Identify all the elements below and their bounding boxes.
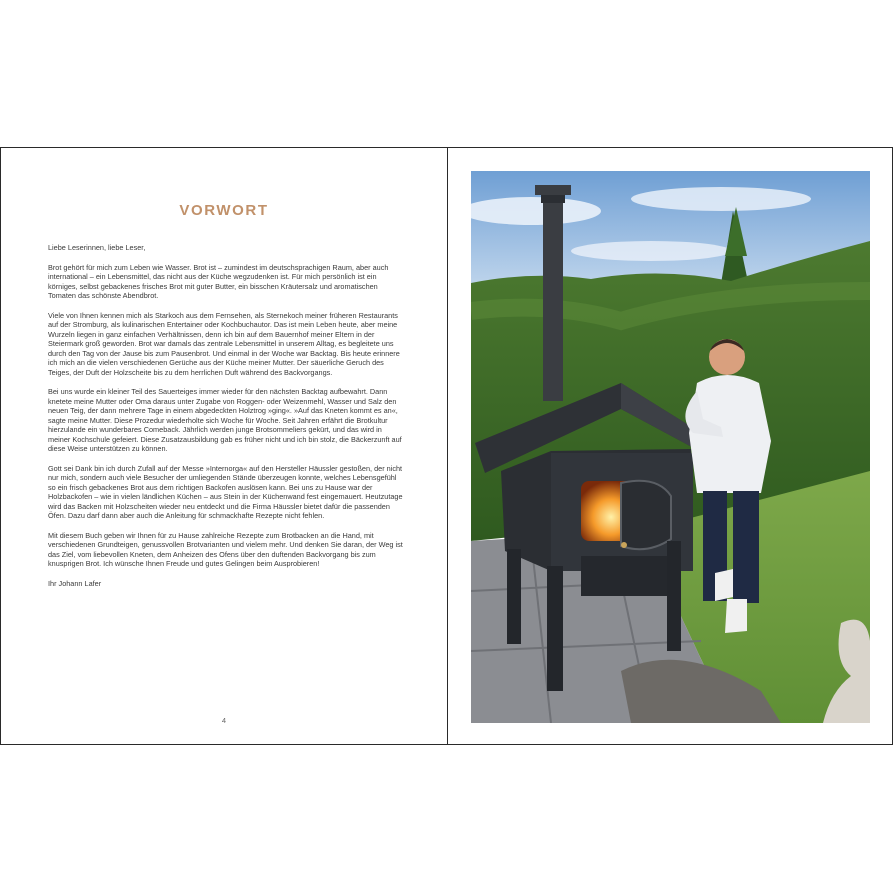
greeting: Liebe Leserinnen, liebe Leser, [48, 243, 146, 252]
left-page [1, 148, 447, 744]
paragraph: Viele von Ihnen kennen mich als Starkoch aus dem Fernsehen, als Sternekoch meiner früheren Restaurants auf der Stromburg, als kulinarischen Entertainer oder Kochbuchautor. Das ist mein Leben heute, aber meine Wurzeln liegen in ganz einfachen Verhältnissen, denn ich bin auf dem Bauernhof meiner Eltern in der Steiermark groß geworden. Brot war damals das zentrale Lebensmittel in unserem Alltag, es begleitete uns durch den Tag von der Jause bis zum Pausenbrot. Und einmal in der Woche war Backtag. Bis heute erinnere ich mich an die vielen verschiedenen Gerüche aus der Küche meiner Mutter. Der säuerliche Geruch des Teiges, der Duft der Holzscheite bis zu dem herrlichen Duft während des Backvorgangs. [48, 310, 400, 377]
paragraph: Mit diesem Buch geben wir Ihnen für zu Hause zahlreiche Rezepte zum Brotbacken an die Hand, mit verschiedenen Grundteigen, genussvollen Brotvarianten und vielem mehr. Und denken Sie daran, der Weg ist das Ziel, vom liebevollen Kneten, dem Anheizen des Ofens über den duftenden Backvorgang bis zum knusprigen Brot. Ich wünsche Ihnen Freude und gutes Gelingen beim Ausprobieren! [48, 530, 403, 568]
chef-shoe [725, 599, 747, 633]
chef-trousers-right [733, 491, 759, 603]
oven-leg [507, 549, 521, 644]
oven-photo [471, 171, 870, 723]
page-number: 4 [221, 716, 227, 725]
chef-shoe [715, 569, 733, 601]
chapter-title: VORWORT [179, 202, 269, 219]
right-page [448, 148, 893, 744]
paragraph: Brot gehört für mich zum Leben wie Wasser. Brot ist – zumindest im deutschsprachigen Raum, aber auch international – ein Lebensmittel, das nicht aus der Küche wegzudenken ist. Für mich persönlich ist ein körniges, selbst gebackenes frisches Brot mit guter Butter, ein bisschen Kräutersalz und aromatischen Tomaten das schönste Abendbrot. [48, 262, 389, 300]
oven-lower-box [581, 556, 681, 596]
chimney-cap-top [541, 195, 565, 203]
cloud [571, 241, 731, 261]
door-handle-icon [621, 542, 627, 548]
chimney-cap [535, 185, 571, 195]
oven-door [621, 481, 671, 549]
paragraph: Gott sei Dank bin ich durch Zufall auf der Messe »Internorga« auf den Hersteller Häussler gestoßen, der nicht nur mich, sondern auch viele Besucher der umliegenden Stände überzeugen konnte, welches Lebensgefühl so ein frisch gebackenes Brot aus dem richtigen Backofen auslösen kann. Bei uns zu Hause war der Holzbackofen – wie in vielen ländlichen Küchen – aus Stein in der Küchenwand fest eingemauert. Heutzutage wird das Backen mit Holzscheiten wieder neu entdeckt und die Firma Häussler bietet dafür die passenden Öfen. Dazu darf dann aber auch die Anleitung für schmackhafte Rezepte nicht fehlen. [48, 463, 403, 520]
foreword-text [48, 243, 403, 598]
signature: Ihr Johann Lafer [48, 578, 102, 588]
oven-leg [667, 541, 681, 651]
cloud [631, 187, 811, 211]
oven-chimney [543, 201, 563, 401]
paragraph: Bei uns wurde ein kleiner Teil des Sauerteiges immer wieder für den nächsten Backtag aufbewahrt. Dann knetete meine Mutter oder Oma daraus unter Zugabe von Roggen- oder Weizenmehl, Wasser und Salz den neuen Teig, der dann mehrere Tage in einem abgedeckten Holztrog »ging«. »Auf das Kneten kommt es an«, sagte meine Mutter. Diese Prozedur wiederholte sich Woche für Woche. Seit Jahren erfährt die Brotkultur hierzulande ein wunderbares Comeback. Jährlich werden junge Brotsommeliers gekürt, und das wird in meiner Kochschule gefeiert. Diese Zusatzausbildung gab es früher nicht und ich bin stolz, die Bäckerzunft auf diese Weise unterstützen zu können. [48, 387, 402, 453]
oven-leg [547, 566, 563, 691]
book-spread [0, 147, 893, 745]
